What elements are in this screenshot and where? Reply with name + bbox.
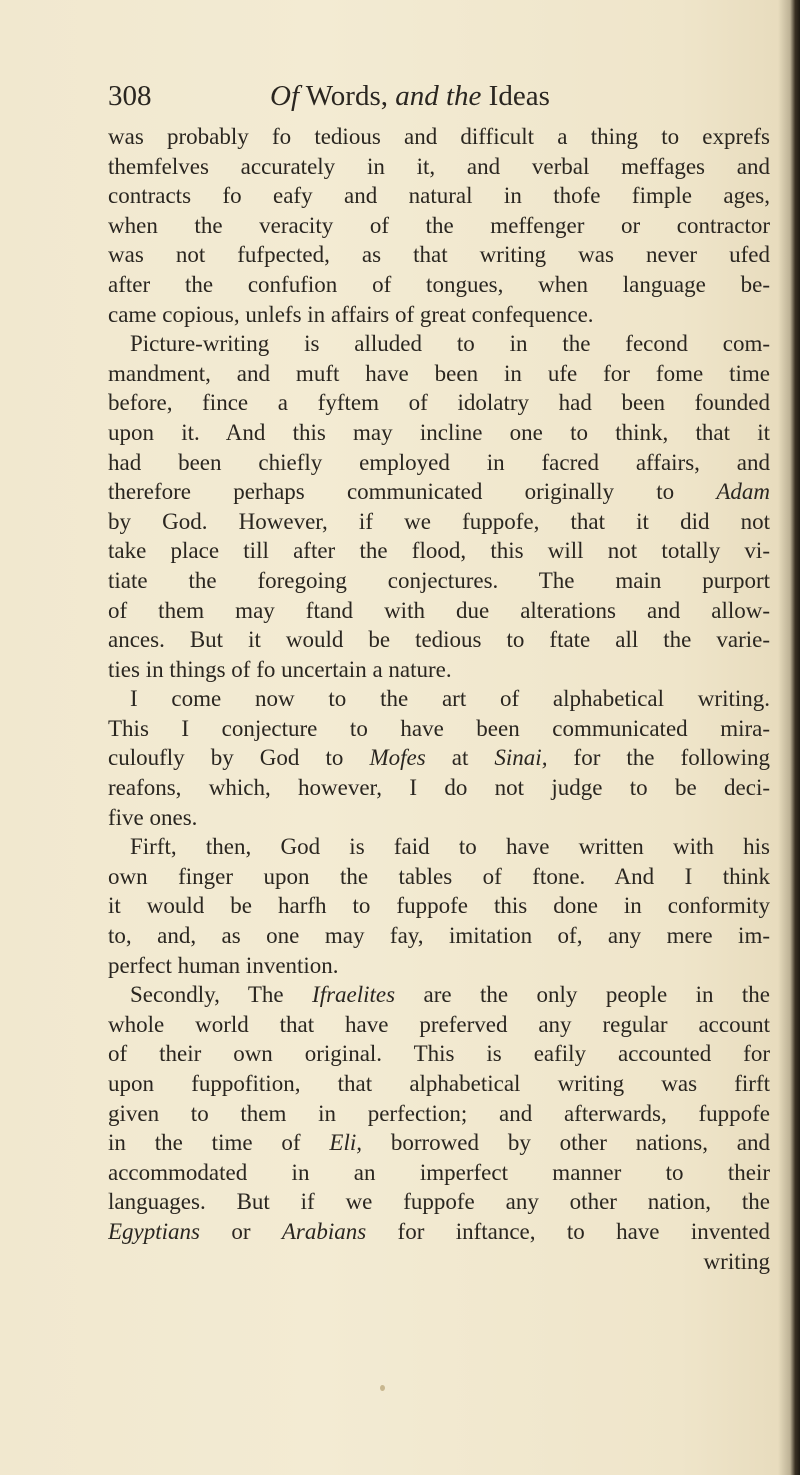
text-line: own finger upon the tables of ftone. And I think bbox=[108, 863, 770, 889]
text-line: accommodated in an imperfect manner to their bbox=[108, 1159, 770, 1185]
text-line: was probably fo tedious and difficult a thing to exprefs bbox=[108, 124, 770, 149]
running-title-and: and bbox=[395, 80, 439, 112]
italic-name-egyptians: Egyptians bbox=[108, 1218, 200, 1244]
paper-speck bbox=[380, 1385, 385, 1391]
text-line: of them may ftand with due alterations and allow- bbox=[108, 597, 770, 623]
running-title-the: the bbox=[445, 80, 482, 112]
text-line bbox=[108, 743, 770, 773]
page-edge-shadow bbox=[778, 0, 800, 1475]
text-line: tiate the foregoing conjectures. The main purport bbox=[108, 567, 770, 593]
text-line: mandment, and muft have been in ufe for fome time bbox=[108, 360, 770, 386]
text-segment: or bbox=[231, 1218, 251, 1244]
paragraph-start-line bbox=[108, 980, 770, 1010]
text-line: reafons, which, however, I do not judge to be deci- bbox=[108, 775, 770, 801]
text-line: after the confufion of tongues, when language be- bbox=[108, 271, 770, 297]
text-line: ties in things of fo uncertain a nature. bbox=[108, 656, 452, 682]
text-segment: are the only people in the bbox=[423, 982, 770, 1008]
italic-name-arabians: Arabians bbox=[281, 1218, 367, 1244]
text-segment: borrowed by other nations, and bbox=[390, 1130, 770, 1156]
running-title-of: Of bbox=[270, 80, 299, 112]
italic-name-sinai: Sinai, bbox=[494, 745, 548, 771]
text-line: before, fince a fyftem of idolatry had been founded bbox=[108, 390, 770, 416]
text-line bbox=[108, 1217, 770, 1247]
paragraph-start-line: Firft, then, God is faid to have written with his bbox=[130, 834, 770, 860]
running-title-words: Words, bbox=[305, 80, 388, 112]
text-segment: for the following bbox=[573, 745, 770, 771]
text-line: had been chiefly employed in facred affairs, and bbox=[108, 449, 770, 475]
italic-name-adam: Adam bbox=[716, 479, 770, 505]
text-segment: culoufly by God to bbox=[108, 745, 344, 771]
text-segment: at bbox=[451, 745, 469, 771]
body-text bbox=[108, 122, 770, 1276]
catchword: writing bbox=[703, 1248, 770, 1274]
text-segment: for inftance, to have invented bbox=[397, 1218, 770, 1244]
page-number: 308 bbox=[108, 80, 152, 112]
paragraph-start-line: Picture-writing is alluded to in the fecond com- bbox=[130, 331, 770, 357]
text-segment: Secondly, The bbox=[130, 982, 284, 1008]
text-segment: therefore perhaps communicated originally to bbox=[108, 479, 675, 505]
text-line: upon fuppofition, that alphabetical writing was firft bbox=[108, 1071, 770, 1096]
text-line: contracts fo eafy and natural in thofe fimple ages, bbox=[108, 183, 770, 209]
text-line: was not fufpected, as that writing was never ufed bbox=[108, 242, 770, 268]
text-line: to, and, as one may fay, imitation of, any mere im- bbox=[108, 923, 770, 949]
text-line: themfelves accurately in it, and verbal meffages and bbox=[108, 153, 770, 179]
italic-name-moses: Mofes bbox=[369, 745, 426, 771]
paragraph-start-line: I come now to the art of alphabetical writing. bbox=[130, 686, 770, 712]
text-line: given to them in perfection; and afterwards, fuppofe bbox=[108, 1100, 770, 1126]
text-line: This I conjecture to have been communicated mira- bbox=[108, 715, 770, 741]
italic-name-israelites: Ifraelites bbox=[312, 982, 396, 1008]
text-line: by God. However, if we fuppofe, that it did not bbox=[108, 508, 770, 534]
text-segment: in the time of bbox=[108, 1130, 301, 1156]
text-line: five ones. bbox=[108, 804, 198, 830]
running-head bbox=[108, 74, 748, 118]
text-line: when the veracity of the meffenger or contractor bbox=[108, 212, 770, 238]
text-line: ances. But it would be tedious to ftate all the varie- bbox=[108, 627, 770, 653]
running-title bbox=[270, 74, 550, 118]
text-line: perfect human invention. bbox=[108, 952, 339, 978]
text-line: it would be harfh to fuppofe this done in conformity bbox=[108, 893, 770, 919]
italic-name-eli: Eli, bbox=[329, 1130, 362, 1156]
text-line: take place till after the flood, this will not totally vi- bbox=[108, 538, 770, 564]
text-line bbox=[108, 1128, 770, 1158]
text-line: whole world that have preferved any regular account bbox=[108, 1011, 770, 1037]
running-title-ideas: Ideas bbox=[488, 80, 550, 112]
text-line: of their own original. This is eafily accounted for bbox=[108, 1041, 770, 1067]
text-line: languages. But if we fuppofe any other nation, the bbox=[108, 1189, 770, 1215]
text-line: came copious, unlefs in affairs of great confequence. bbox=[108, 301, 594, 327]
text-line: upon it. And this may incline one to think, that it bbox=[108, 419, 770, 445]
text-line bbox=[108, 477, 770, 507]
